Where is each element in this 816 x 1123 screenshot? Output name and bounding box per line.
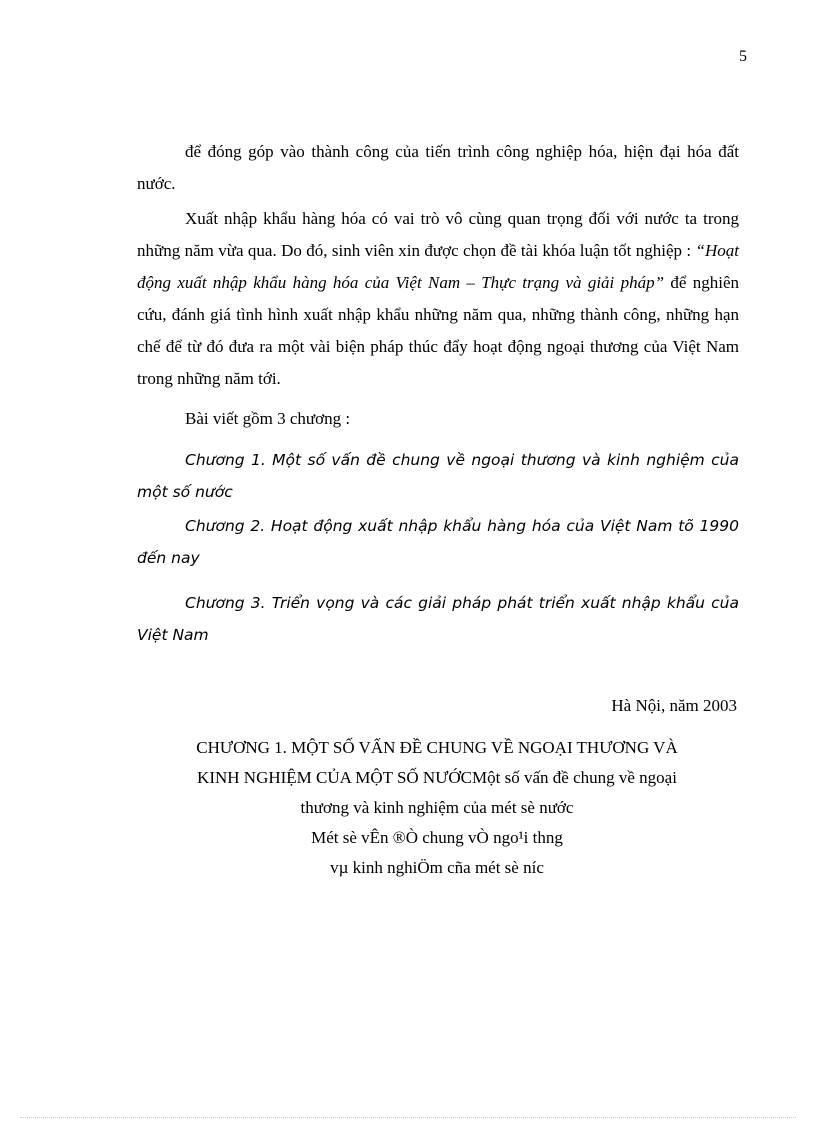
page-number: 5 [739,48,747,65]
paragraph-intro-continuation: để đóng góp vào thành công của tiến trình công nghiệp hóa, hiện đại hóa đất nước. [137,142,739,193]
place-date-line: Hà Nội, năm 2003 [611,696,737,715]
paragraph-thesis-topic [137,203,739,395]
paragraph-structure-intro: Bài viết gồm 3 chương : [185,409,351,428]
paragraph-thesis-topic-start: Xuất nhập khẩu hàng hóa có vai trò vô cùng quan trọng đối với nước ta trong những năm vừa qua. Do đó, sinh viên xin được chọn đề tài khóa luận tốt nghiệp : [137,209,739,260]
chapter-heading-line-1: CHƯƠNG 1. MỘT SỐ VẤN ĐỀ CHUNG VỀ NGOẠI THƯƠNG VÀ [196,738,678,757]
thesis-title: “Hoạt động xuất nhập khẩu hàng hóa của Việt Nam – Thực trạng và giải pháp” [137,241,739,292]
paragraph-thesis-topic-end: để nghiên cứu, đánh giá tình hình xuất nhập khẩu những năm qua, những thành công, những hạn chế để từ đó đưa ra một vài biện pháp thúc đẩy hoạt động ngoại thương của Việt Nam trong những năm tới. [137,273,739,388]
chapter-heading [137,733,737,883]
page-bottom-divider [20,1117,796,1118]
chapter-heading-line-4: Mét sè vÊn ®Ò chung vÒ ngo¹i thng [311,828,563,847]
chapter-2-summary: Chương 2. Hoạt động xuất nhập khẩu hàng hóa của Việt Nam tõ 1990 đến nay [137,517,739,567]
chapter-heading-line-2: KINH NGHIỆM CỦA MỘT SỐ NƯỚCMột số vấn đề chung về ngoại [197,768,677,787]
chapter-heading-line-5: vµ kinh nghiÖm cña mét sè níc [330,858,544,877]
chapter-1-summary: Chương 1. Một số vấn đề chung về ngoại thương và kinh nghiệm của một số nước [137,451,739,501]
chapter-heading-line-3: thương và kinh nghiệm của mét sè nước [300,798,574,817]
chapter-3-summary: Chương 3. Triển vọng và các giải pháp phát triển xuất nhập khẩu của Việt Nam [137,594,739,644]
